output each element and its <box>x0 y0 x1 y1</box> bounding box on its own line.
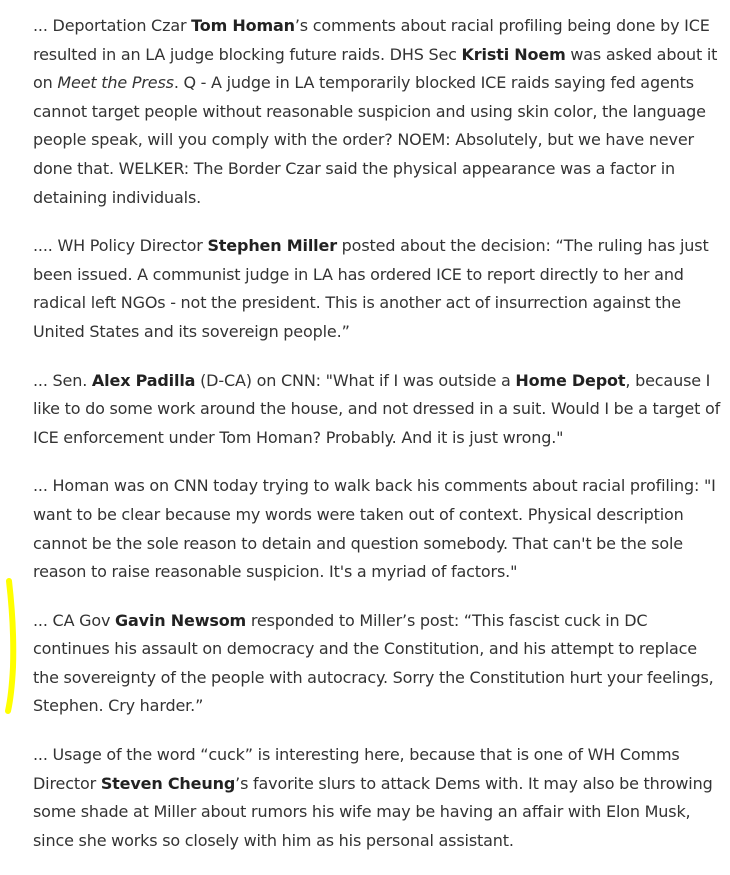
bold-name: Tom Homan <box>191 16 295 35</box>
bold-name: Home Depot <box>515 370 626 390</box>
bold-name: Gavin Newsom <box>115 610 247 630</box>
text-run: ... Usage of the word “cuck” is interesting here, because that is one of WH Comms Director <box>33 745 680 793</box>
paragraph-cuck-usage <box>33 741 723 855</box>
text-run: ... CA Gov <box>33 610 116 630</box>
text-run: responded to Miller’s post: “This fascist cuck in DC continues his assault on democracy and the Constitution, and his attempt to replace the sovereignty of the people with autocracy. Sorry the Constitution hurt your feelings, Stephen. Cry harder.” <box>33 610 714 716</box>
bold-name: Alex Padilla <box>91 370 196 390</box>
paragraph-homan-comments <box>33 12 723 212</box>
paragraph-miller-post <box>33 232 723 346</box>
text-run: ... Homan was on CNN today trying to walk back his comments about racial profiling: "I want to be clear because my words were taken out of context. Physical description cannot be the sole reason to detain and question somebody. That can't be the sole reason to raise reasonable suspicion. It's a myriad of factors." <box>33 476 716 582</box>
text-run: posted about the decision: “The ruling has just been issued. A communist judge in LA has ordered ICE to report directly to her and radical left NGOs - not the president. This is another act of insurrection against the United States and its sovereign people.” <box>33 236 709 341</box>
text-run: , because I like to do some work around the house, and not dressed in a suit. Would I be a target of ICE enforcement under Tom Homan? Probably. And it is just wrong." <box>33 370 721 447</box>
text-run: ’s comments about racial profiling being done by ICE resulted in an LA judge blocking future raids. DHS Sec <box>33 16 710 64</box>
bold-name: Steven Cheung <box>100 773 236 793</box>
text-run: ... Deportation Czar <box>33 16 192 35</box>
bold-name: Stephen Miller <box>207 236 337 256</box>
text-run: . Q - A judge in LA temporarily blocked ICE raids saying fed agents cannot target people without reasonable suspicion and using skin color, the language people speak, will you comply with the order? NOEM: Absolutely, but we have never done that. WELKER: The Border Czar said the physical appearance was a factor in detaining individuals. <box>33 73 706 207</box>
italic-title: Meet the Press <box>57 73 174 93</box>
text-run: ... Sen. <box>33 370 92 390</box>
yellow-highlighter-mark <box>0 577 20 717</box>
paragraph-newsom-response <box>33 607 723 721</box>
paragraph-homan-walkback <box>33 472 723 586</box>
text-run: was asked about it on <box>33 44 718 93</box>
text-run: .... WH Policy Director <box>33 236 208 256</box>
text-run: ’s favorite slurs to attack Dems with. It may also be throwing some shade at Miller about rumors his wife may be having an affair with Elon Musk, since she works so closely with him as his personal assistant. <box>33 773 713 850</box>
article-body <box>33 12 723 875</box>
paragraph-padilla-cnn <box>33 367 723 453</box>
bold-name: Kristi Noem <box>461 44 566 64</box>
text-run: (D-CA) on CNN: "What if I was outside a <box>195 370 516 390</box>
